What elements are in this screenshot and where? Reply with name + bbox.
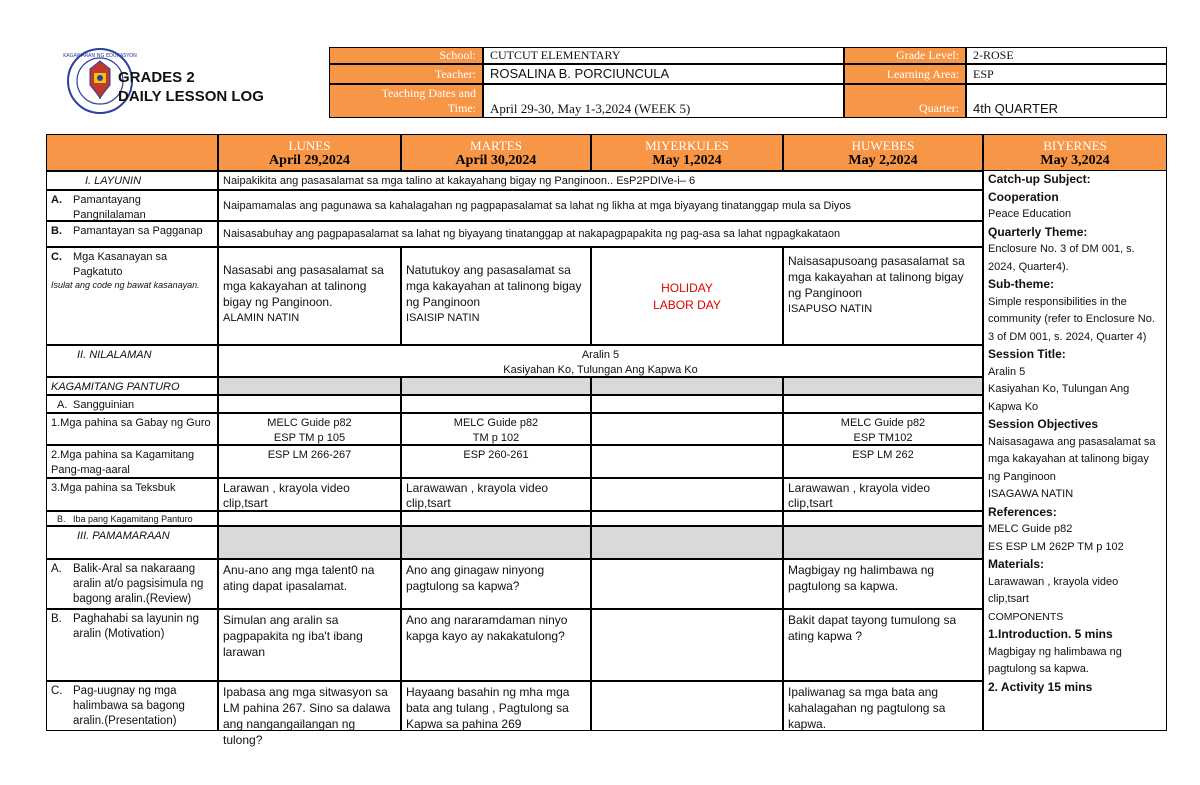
balik-aral-martes: Ano ang ginagaw ninyong pagtulong sa kapwa? (401, 559, 591, 609)
materials-value: Larawawan , krayola video clip,tsart (988, 575, 1119, 605)
balik-aral-miyerkules (591, 559, 783, 609)
balik-aral-huwebes: Magbigay ng halimbawa ng pagtulong sa kapwa. (783, 559, 983, 609)
kagamitang-mag-miyerkules (591, 445, 783, 478)
gabay-huwebes: MELC Guide p82 ESP TM102 (783, 413, 983, 445)
day-header-lunes: LUNES April 29,2024 (218, 134, 401, 171)
iba-pang-martes (401, 511, 591, 526)
kagamitan-huwebes (783, 377, 983, 395)
kagamitan-miyerkules (591, 377, 783, 395)
kasanayan-lunes: Nasasabi ang pasasalamat sa mga kakayahan at talinong bigay ng Panginoon. ALAMIN NATIN (218, 247, 401, 345)
layunin-label: I. LAYUNIN (46, 171, 218, 190)
iba-pang-lunes (218, 511, 401, 526)
day-header-huwebes: HUWEBES May 2,2024 (783, 134, 983, 171)
introduction-value: Magbigay ng halimbawa ng pagtulong sa kapwa. (988, 645, 1122, 675)
balik-aral-label: A. Balik-Aral sa nakaraang aralin at/o pagsisimula ng bagong aralin.(Review) (46, 559, 218, 609)
sanggunian-martes (401, 395, 591, 413)
teksbuk-label: 3.Mga pahina sa Teksbuk (46, 478, 218, 511)
theme-heading: Quarterly Theme: (988, 224, 1088, 239)
paghahabi-huwebes: Bakit dapat tayong tumulong sa ating kapwa ? (783, 609, 983, 681)
activity-heading: 2. Activity 15 mins (988, 679, 1093, 694)
quarter-value: 4th QUARTER (966, 84, 1167, 118)
references-value-2: ES ESP LM 262P TM p 102 (988, 540, 1124, 553)
kagamitang-mag-martes: ESP 260-261 (401, 445, 591, 478)
pagganap-text: Naisasabuhay ang pagpapasalamat sa lahat ng biyayang tinatanggap at nakapagpapakita ng pag-asa sa lahat ngpagkakataon (218, 221, 983, 247)
friday-catch-up-column (983, 171, 1167, 731)
school-label: School: (329, 47, 483, 64)
catchup-heading: Catch-up Subject: (988, 172, 1091, 186)
pamamaraan-miyerkules (591, 526, 783, 559)
materials-heading: Materials: (988, 557, 1045, 571)
pag-uugnay-lunes: Ipabasa ang mga sitwasyon sa LM pahina 267. Sino sa dalawa ang nangangailangan ng tulong? (218, 681, 401, 731)
objectives-heading: Session Objectives (988, 417, 1099, 431)
pagganap-label: B. Pamantayan sa Pagganap (46, 221, 218, 247)
kagamitang-mag-label: 2.Mga pahina sa Kagamitang Pang-mag-aaral (46, 445, 218, 478)
teksbuk-huwebes: Larawawan , krayola video clip,tsart (783, 478, 983, 511)
nilalaman-text: Aralin 5 Kasiyahan Ko, Tulungan Ang Kapwa Ko (218, 345, 983, 377)
kagamitan-lunes (218, 377, 401, 395)
sanggunian-miyerkules (591, 395, 783, 413)
pag-uugnay-huwebes: Ipaliwanag sa mga bata ang kahalagahan ng pagtulong sa kapwa. (783, 681, 983, 731)
teacher-value: ROSALINA B. PORCIUNCULA (483, 64, 844, 84)
nilalaman-label: II. NILALAMAN (46, 345, 218, 377)
objectives-value: Naisasagawa ang pasasalamat sa mga kakayahan at talinong bigay ng Panginoon (988, 435, 1156, 483)
components-label: COMPONENTS (988, 610, 1064, 623)
gabay-label: 1.Mga pahina sa Gabay ng Guro (46, 413, 218, 445)
subtheme-heading: Sub-theme: (988, 277, 1054, 291)
pag-uugnay-miyerkules (591, 681, 783, 731)
holiday-cell: HOLIDAY LABOR DAY (591, 247, 783, 345)
session-heading: Session Title: (988, 347, 1066, 361)
document-title-grade: GRADES 2 (118, 69, 195, 86)
session-value-1: Aralin 5 (988, 365, 1026, 378)
sanggunian-label: A. Sangguinian (46, 395, 218, 413)
pamamaraan-martes (401, 526, 591, 559)
teaching-dates-value: April 29-30, May 1-3,2024 (WEEK 5) (483, 84, 844, 118)
pamantayang-label: A. Pamantayang Pangnilalaman (46, 190, 218, 221)
gabay-lunes: MELC Guide p82 ESP TM p 105 (218, 413, 401, 445)
paghahabi-martes: Ano ang nararamdaman ninyo kapga kayo ay nakakatulong? (401, 609, 591, 681)
gabay-miyerkules (591, 413, 783, 445)
session-value-2: Kasiyahan Ko, Tulungan Ang Kapwa Ko (988, 383, 1130, 413)
kagamitan-martes (401, 377, 591, 395)
kasanayan-martes: Natutukoy ang pasasalamat sa mga kakayahan at talinong bigay ng Panginoon ISAISIP NATIN (401, 247, 591, 345)
document-title-log: DAILY LESSON LOG (118, 88, 264, 105)
iba-pang-label: B. Iba pang Kagamitang Panturo (46, 511, 218, 526)
pamamaraan-lunes (218, 526, 401, 559)
day-header-biyernes: BIYERNES May 3,2024 (983, 134, 1167, 171)
corner-header (46, 134, 218, 171)
pag-uugnay-label: C. Pag-uugnay ng mga halimbawa sa bagong aralin.(Presentation) (46, 681, 218, 731)
quarter-label: Quarter: (844, 84, 966, 118)
paghahabi-label: B. Paghahabi sa layunin ng aralin (Motivation) (46, 609, 218, 681)
catchup-value: Cooperation (988, 189, 1059, 204)
teksbuk-lunes: Larawan , krayola video clip,tsart (218, 478, 401, 511)
references-heading: References: (988, 504, 1057, 519)
theme-value: Enclosure No. 3 of DM 001, s. 2024, Quarter4). (988, 243, 1135, 273)
kasanayan-huwebes: Naisasapusoang pasasalamat sa mga kakayahan at talinong bigay ng Panginoon ISAPUSO NATIN (783, 247, 983, 345)
svg-text:KAGAWARAN NG EDUKASYON: KAGAWARAN NG EDUKASYON (63, 53, 137, 59)
kagamitang-mag-huwebes: ESP LM 262 (783, 445, 983, 478)
pag-uugnay-martes: Hayaang basahin ng mha mga bata ang tulang , Pagtulong sa Kapwa sa pahina 269 (401, 681, 591, 731)
iba-pang-miyerkules (591, 511, 783, 526)
catchup-value-2: Peace Education (988, 208, 1072, 220)
subtheme-value: Simple responsibilities in the community (refer to Enclosure No. 3 of DM 001, s. 2024, Quarter 4) (988, 295, 1155, 343)
teksbuk-miyerkules (591, 478, 783, 511)
school-value: CUTCUT ELEMENTARY (483, 47, 844, 64)
pamamaraan-huwebes (783, 526, 983, 559)
kasanayan-label: C. Mga Kasanayan sa Pagkatuto Isulat ang code ng bawat kasanayan. (46, 247, 218, 345)
references-value-1: MELC Guide p82 (988, 523, 1073, 535)
grade-level-value: 2-ROSE (966, 47, 1167, 64)
day-header-martes: MARTES April 30,2024 (401, 134, 591, 171)
layunin-text: Naipakikita ang pasasalamat sa mga talino at kakayahang bigay ng Panginoon.. EsP2PDIVe-i– 6 (218, 171, 983, 190)
paghahabi-miyerkules (591, 609, 783, 681)
sanggunian-huwebes (783, 395, 983, 413)
grade-level-label: Grade Level: (844, 47, 966, 64)
teksbuk-martes: Larawawan , krayola video clip,tsart (401, 478, 591, 511)
sanggunian-lunes (218, 395, 401, 413)
paghahabi-lunes: Simulan ang aralin sa pagpapakita ng iba't ibang larawan (218, 609, 401, 681)
pamantayang-text: Naipamamalas ang pagunawa sa kahalagahan ng pagpapasalamat sa lahat ng likha at mga biyayang tinatanggap mula sa Diyos (218, 190, 983, 221)
balik-aral-lunes: Anu-ano ang mga talent0 na ating dapat ipasalamat. (218, 559, 401, 609)
iba-pang-huwebes (783, 511, 983, 526)
teacher-label: Teacher: (329, 64, 483, 84)
objectives-tag: ISAGAWA NATIN (988, 488, 1074, 500)
kagamitang-mag-lunes: ESP LM 266-267 (218, 445, 401, 478)
learning-area-value: ESP (966, 64, 1167, 84)
pamamaraan-label: III. PAMAMARAAN (46, 526, 218, 559)
day-header-miyerkules: MIYERKULES May 1,2024 (591, 134, 783, 171)
kagamitan-label: KAGAMITANG PANTURO (46, 377, 218, 395)
introduction-heading: 1.Introduction. 5 mins (988, 627, 1113, 641)
teaching-dates-label: Teaching Dates and Time: (329, 84, 483, 118)
learning-area-label: Learning Area: (844, 64, 966, 84)
gabay-martes: MELC Guide p82 TM p 102 (401, 413, 591, 445)
